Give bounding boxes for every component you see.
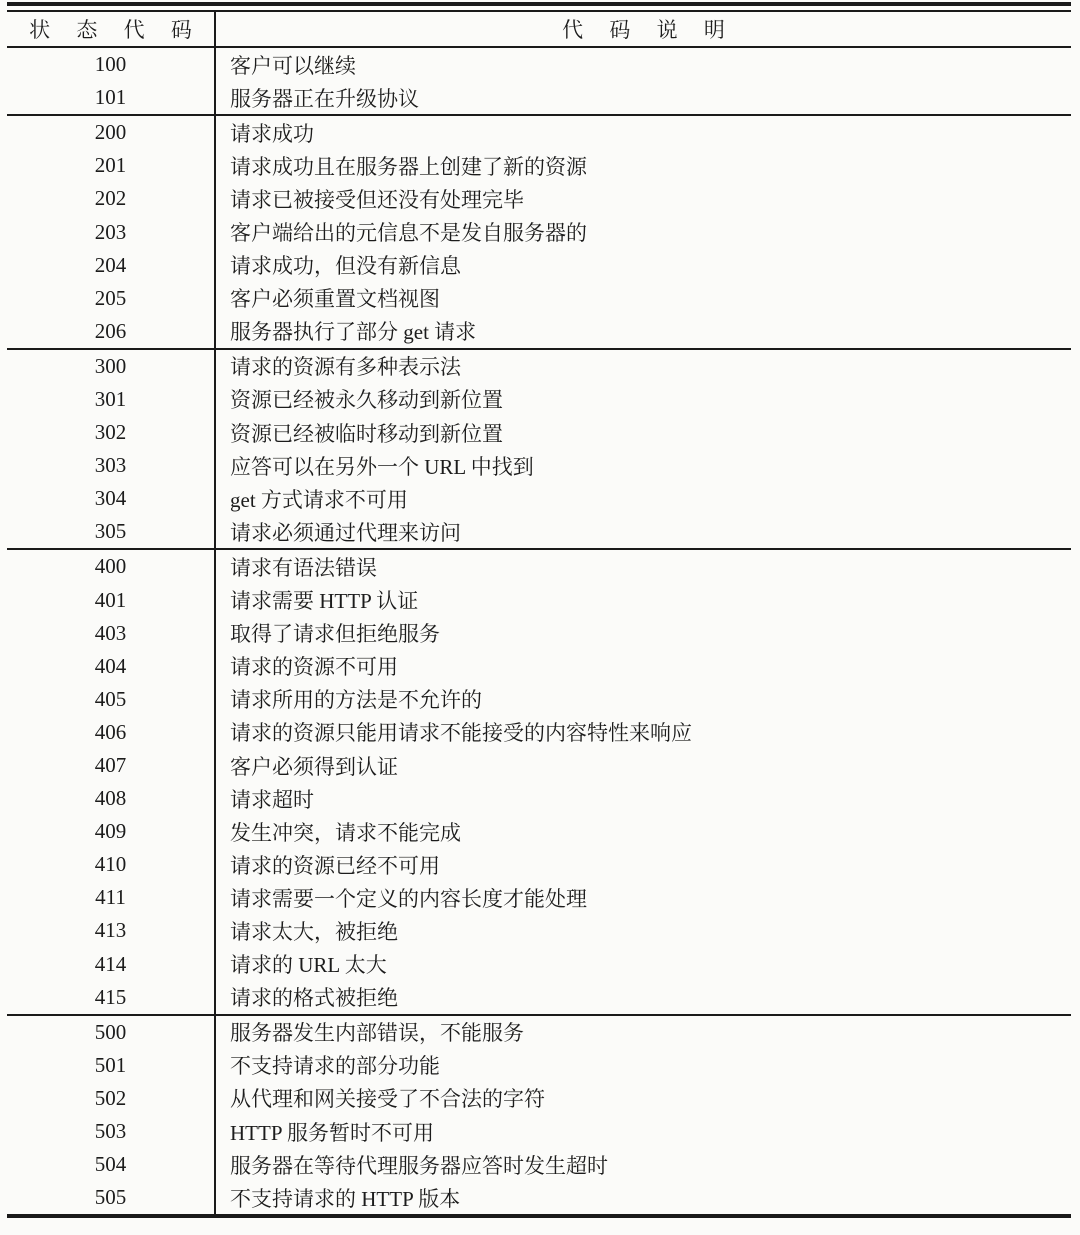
status-code-cell: 200 xyxy=(7,116,216,149)
table-row xyxy=(7,848,1071,881)
status-code-cell: 415 xyxy=(7,981,216,1014)
description-cell: 请求成功，但没有新信息 xyxy=(230,254,461,279)
status-code-cell: 500 xyxy=(7,1016,216,1049)
status-code-cell: 205 xyxy=(7,282,216,315)
table-row xyxy=(7,948,1071,981)
status-code-cell: 504 xyxy=(7,1148,216,1181)
table-row xyxy=(7,716,1071,749)
description-cell: 服务器正在升级协议 xyxy=(230,86,419,111)
status-code-cell: 301 xyxy=(7,383,216,416)
table-row xyxy=(7,515,1071,548)
table-row xyxy=(7,1082,1071,1115)
table-row xyxy=(7,350,1071,383)
status-code-cell: 405 xyxy=(7,683,216,716)
table-row xyxy=(7,416,1071,449)
status-code-group xyxy=(7,350,1071,551)
table-row xyxy=(7,683,1071,716)
status-code-cell: 303 xyxy=(7,449,216,482)
status-code-cell: 403 xyxy=(7,617,216,650)
table-row xyxy=(7,1016,1071,1049)
status-code-cell: 502 xyxy=(7,1082,216,1115)
status-code-group xyxy=(7,550,1071,1015)
status-code-group xyxy=(7,1016,1071,1215)
description-cell: 请求的资源不可用 xyxy=(230,655,398,680)
description-cell: 客户端给出的元信息不是发自服务器的 xyxy=(230,221,587,246)
table-row xyxy=(7,182,1071,215)
description-cell: 客户必须得到认证 xyxy=(230,754,398,779)
status-code-cell: 414 xyxy=(7,948,216,981)
status-code-cell: 404 xyxy=(7,650,216,683)
status-code-cell: 410 xyxy=(7,848,216,881)
header-status-code: 状 态 代 码 xyxy=(7,12,216,46)
table-bottom-thick-rule xyxy=(7,1214,1071,1218)
table-row xyxy=(7,749,1071,782)
description-cell: 请求的资源只能用请求不能接受的内容特性来响应 xyxy=(230,721,692,746)
description-cell: HTTP 服务暂时不可用 xyxy=(230,1120,434,1145)
description-cell: 不支持请求的 HTTP 版本 xyxy=(230,1186,461,1211)
table-row xyxy=(7,584,1071,617)
table-row xyxy=(7,449,1071,482)
status-code-cell: 202 xyxy=(7,182,216,215)
description-cell: 请求成功且在服务器上创建了新的资源 xyxy=(230,154,587,179)
description-cell: 请求需要 HTTP 认证 xyxy=(230,589,419,614)
description-cell: 资源已经被永久移动到新位置 xyxy=(230,388,503,413)
table-row xyxy=(7,282,1071,315)
status-code-group xyxy=(7,116,1071,350)
table-body xyxy=(7,48,1071,1214)
header-code-description: 代 码 说 明 xyxy=(562,18,736,42)
description-cell: 客户可以继续 xyxy=(230,53,356,78)
table-row xyxy=(7,914,1071,947)
description-cell: 请求的资源有多种表示法 xyxy=(230,355,461,380)
table-row xyxy=(7,782,1071,815)
table-row xyxy=(7,881,1071,914)
description-cell: 服务器在等待代理服务器应答时发生超时 xyxy=(230,1153,608,1178)
description-cell: 取得了请求但拒绝服务 xyxy=(230,622,440,647)
table-row xyxy=(7,482,1071,515)
table-row xyxy=(7,550,1071,583)
status-code-cell: 406 xyxy=(7,716,216,749)
description-cell: 请求需要一个定义的内容长度才能处理 xyxy=(230,886,587,911)
status-code-cell: 408 xyxy=(7,782,216,815)
status-code-cell: 401 xyxy=(7,584,216,617)
status-code-cell: 409 xyxy=(7,815,216,848)
description-cell: 不支持请求的部分功能 xyxy=(230,1054,440,1079)
description-cell: 发生冲突，请求不能完成 xyxy=(230,820,461,845)
description-cell: 从代理和网关接受了不合法的字符 xyxy=(230,1087,545,1112)
table-row xyxy=(7,815,1071,848)
description-cell: 服务器执行了部分 get 请求 xyxy=(230,320,477,345)
description-cell: 请求必须通过代理来访问 xyxy=(230,520,461,545)
table-row xyxy=(7,81,1071,114)
description-cell: 请求的资源已经不可用 xyxy=(230,853,440,878)
description-cell: 请求的格式被拒绝 xyxy=(230,986,398,1011)
description-cell: 请求有语法错误 xyxy=(230,555,377,580)
status-code-cell: 304 xyxy=(7,482,216,515)
table-row xyxy=(7,116,1071,149)
table-row xyxy=(7,249,1071,282)
status-code-cell: 300 xyxy=(7,350,216,383)
status-code-cell: 302 xyxy=(7,416,216,449)
status-code-cell: 201 xyxy=(7,149,216,182)
status-code-cell: 407 xyxy=(7,749,216,782)
table-row xyxy=(7,149,1071,182)
table-row xyxy=(7,650,1071,683)
http-status-code-table xyxy=(7,2,1071,1218)
status-code-cell: 411 xyxy=(7,881,216,914)
description-cell: 资源已经被临时移动到新位置 xyxy=(230,421,503,446)
status-code-group xyxy=(7,48,1071,116)
status-code-cell: 505 xyxy=(7,1181,216,1214)
table-row xyxy=(7,981,1071,1014)
status-code-cell: 501 xyxy=(7,1049,216,1082)
description-cell: 应答可以在另外一个 URL 中找到 xyxy=(230,454,534,479)
status-code-cell: 101 xyxy=(7,81,216,114)
status-code-cell: 305 xyxy=(7,515,216,548)
status-code-cell: 203 xyxy=(7,215,216,248)
description-cell: 请求成功 xyxy=(230,121,314,146)
table-row xyxy=(7,1181,1071,1214)
description-cell: 客户必须重置文档视图 xyxy=(230,287,440,312)
description-cell: 请求太大，被拒绝 xyxy=(230,919,398,944)
table-row xyxy=(7,215,1071,248)
table-row xyxy=(7,1148,1071,1181)
table-row xyxy=(7,617,1071,650)
status-code-cell: 206 xyxy=(7,315,216,348)
table-row xyxy=(7,383,1071,416)
description-cell: 请求所用的方法是不允许的 xyxy=(230,688,482,713)
description-cell: get 方式请求不可用 xyxy=(230,487,408,512)
status-code-cell: 100 xyxy=(7,48,216,81)
description-cell: 服务器发生内部错误，不能服务 xyxy=(230,1021,524,1046)
table-row xyxy=(7,1115,1071,1148)
table-header-row xyxy=(7,12,1071,46)
description-cell: 请求的 URL 太大 xyxy=(230,953,387,978)
table-row xyxy=(7,315,1071,348)
status-code-cell: 503 xyxy=(7,1115,216,1148)
table-row xyxy=(7,48,1071,81)
description-cell: 请求已被接受但还没有处理完毕 xyxy=(230,187,524,212)
description-cell: 请求超时 xyxy=(230,787,314,812)
status-code-cell: 413 xyxy=(7,914,216,947)
status-code-cell: 400 xyxy=(7,550,216,583)
status-code-cell: 204 xyxy=(7,249,216,282)
table-row xyxy=(7,1049,1071,1082)
